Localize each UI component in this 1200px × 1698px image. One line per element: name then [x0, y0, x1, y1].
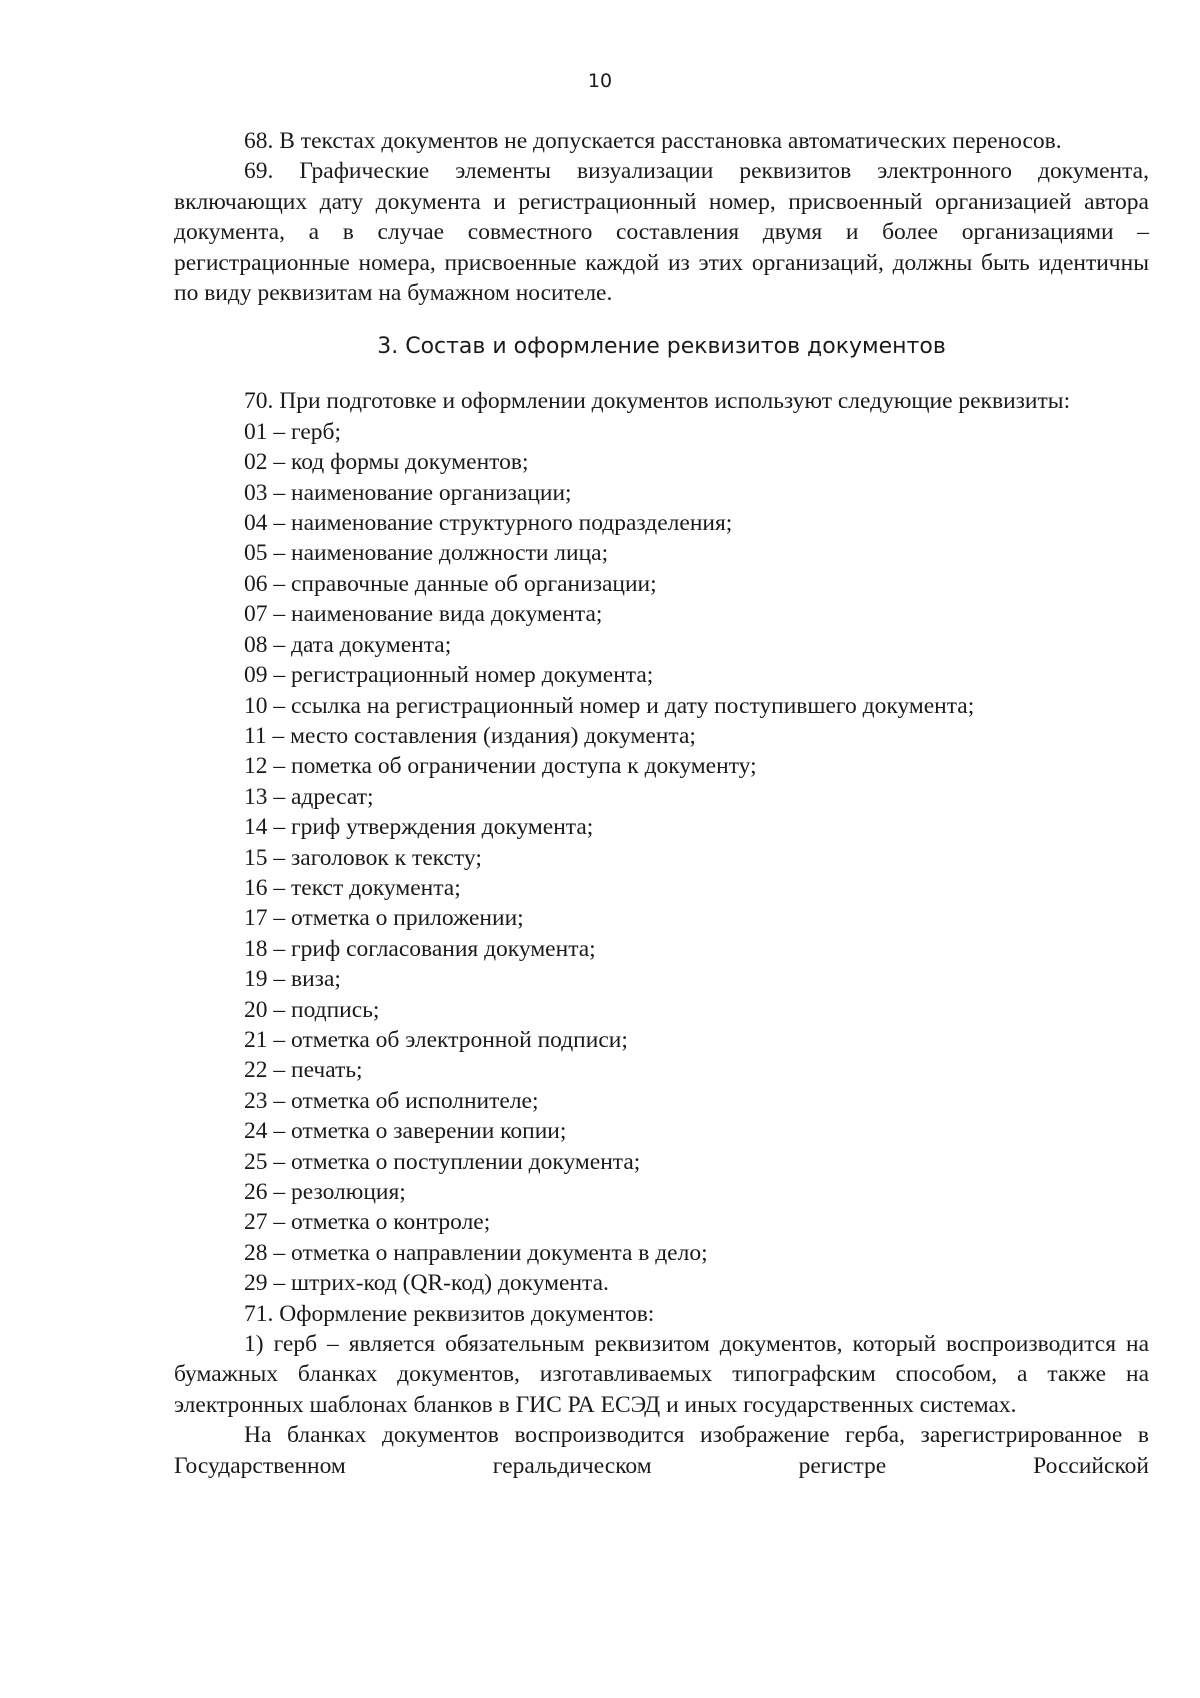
- paragraph-71: 71. Оформление реквизитов документов:: [244, 1300, 655, 1327]
- list-item: 20 – подпись;: [244, 996, 380, 1023]
- list-item: 27 – отметка о контроле;: [244, 1209, 491, 1236]
- list-item: 21 – отметка об электронной подписи;: [244, 1026, 628, 1053]
- list-item: 22 – печать;: [244, 1057, 363, 1084]
- list-item: 11 – место составления (издания) документа;: [244, 722, 696, 749]
- list-item: 08 – дата документа;: [244, 631, 452, 658]
- page-number: 10: [587, 70, 613, 92]
- list-item: 13 – адресат;: [244, 783, 374, 810]
- list-item: 09 – регистрационный номер документа;: [244, 662, 654, 689]
- document-body: [174, 126, 1149, 1481]
- list-item: 15 – заголовок к тексту;: [244, 844, 482, 871]
- paragraph-71-item-1: 1) герб – является обязательным реквизитом документов, который воспроизводится на бумажных бланках документов, изготавливаемых типографским способом, а также на электронных шаблонах бланков в ГИС РА ЕСЭД и иных государственных системах.: [174, 1331, 1149, 1418]
- list-item: 25 – отметка о поступлении документа;: [244, 1148, 641, 1175]
- list-item: 29 – штрих-код (QR-код) документа.: [244, 1270, 609, 1297]
- list-item: 12 – пометка об ограничении доступа к документу;: [244, 753, 757, 780]
- list-item: 02 – код формы документов;: [244, 449, 529, 476]
- list-item: 04 – наименование структурного подразделения;: [244, 510, 733, 537]
- list-item: 24 – отметка о заверении копии;: [244, 1118, 567, 1145]
- list-item: 28 – отметка о направлении документа в дело;: [244, 1239, 708, 1266]
- section-title: 3. Состав и оформление реквизитов документов: [377, 334, 946, 360]
- list-item: 18 – гриф согласования документа;: [244, 935, 596, 962]
- list-item: 17 – отметка о приложении;: [244, 905, 524, 932]
- list-item: 05 – наименование должности лица;: [244, 540, 609, 567]
- list-item: 14 – гриф утверждения документа;: [244, 814, 594, 841]
- list-item: 19 – виза;: [244, 966, 341, 993]
- list-item: 16 – текст документа;: [244, 874, 461, 901]
- paragraph-71-continuation: На бланках документов воспроизводится изображение герба, зарегистрированное в Государственном геральдическом регистре Российской: [174, 1422, 1149, 1479]
- requisites-list: [174, 417, 1149, 1299]
- list-item: 01 – герб;: [244, 418, 341, 445]
- paragraph-70: 70. При подготовке и оформлении документов используют следующие реквизиты:: [244, 388, 1071, 415]
- list-item: 06 – справочные данные об организации;: [244, 570, 657, 597]
- list-item: 03 – наименование организации;: [244, 479, 572, 506]
- paragraph-69: 69. Графические элементы визуализации реквизитов электронного документа, включающих дату документа и регистрационный номер, присвоенный организацией автора документа, а в случае совместного составления двумя и более организациями – регистрационные номера, присвоенные каждой из этих организаций, должны быть идентичны по виду реквизитам на бумажном носителе.: [174, 158, 1149, 307]
- list-item: 07 – наименование вида документа;: [244, 601, 603, 628]
- list-item: 26 – резолюция;: [244, 1179, 406, 1205]
- list-item: 23 – отметка об исполнителе;: [244, 1087, 539, 1114]
- paragraph-68: 68. В текстах документов не допускается расстановка автоматических переносов.: [244, 128, 1062, 154]
- list-item: 10 – ссылка на регистрационный номер и дату поступившего документа;: [244, 692, 975, 719]
